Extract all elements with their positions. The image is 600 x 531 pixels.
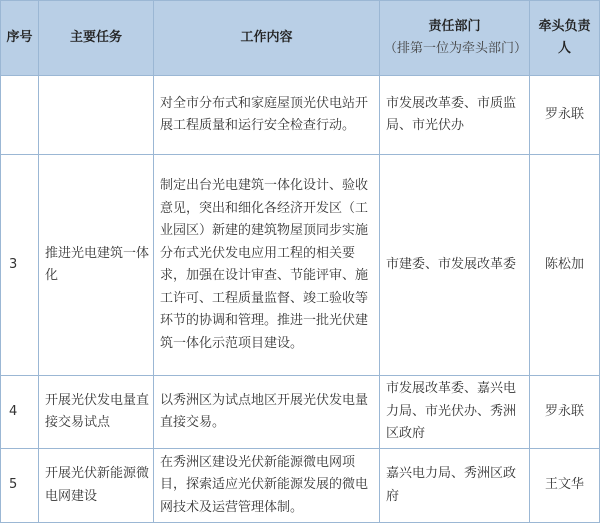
cell-dept: 市建委、市发展改革委	[380, 155, 530, 376]
header-dept	[380, 1, 530, 76]
cell-lead: 王文华	[530, 449, 600, 523]
cell-task: 开展光伏新能源微电网建设	[39, 449, 154, 523]
cell-content: 制定出台光电建筑一体化设计、验收意见，突出和细化各经济开发区（工业园区）新建的建筑物屋顶同步实施分布式光伏发电应用工程的相关要求，加强在设计审查、节能评审、施工许可、工程质量监督、竣工验收等环节的协调和管理。推进一批光伏建筑一体化示范项目建设。	[154, 155, 380, 376]
cell-content: 以秀洲区为试点地区开展光伏发电量直接交易。	[154, 376, 380, 449]
cell-lead: 陈松加	[530, 155, 600, 376]
cell-no: 4	[1, 376, 39, 449]
header-lead: 牵头负责人	[530, 1, 600, 76]
header-dept-title: 责任部门	[428, 18, 481, 34]
cell-dept: 市发展改革委、嘉兴电力局、市光伏办、秀洲区政府	[380, 376, 530, 449]
cell-task: 开展光伏发电量直接交易试点	[39, 376, 154, 449]
table-row	[1, 76, 600, 155]
cell-task: 推进光电建筑一体化	[39, 155, 154, 376]
cell-content: 对全市分布式和家庭屋顶光伏电站开展工程质量和运行安全检查行动。	[154, 76, 380, 155]
cell-lead: 罗永联	[530, 76, 600, 155]
header-content: 工作内容	[154, 1, 380, 76]
header-dept-note: （排第一位为牵头部门）	[384, 41, 528, 56]
cell-dept: 市发展改革委、市质监局、市光伏办	[380, 76, 530, 155]
header-task: 主要任务	[39, 1, 154, 76]
cell-no: 3	[1, 155, 39, 376]
cell-lead: 罗永联	[530, 376, 600, 449]
cell-dept: 嘉兴电力局、秀洲区政府	[380, 449, 530, 523]
cell-no	[1, 76, 39, 155]
header-row	[1, 1, 600, 76]
cell-no: 5	[1, 449, 39, 523]
table-row	[1, 155, 600, 376]
table-row	[1, 376, 600, 449]
header-no: 序号	[1, 1, 39, 76]
cell-task	[39, 76, 154, 155]
cell-content: 在秀洲区建设光伏新能源微电网项目，探索适应光伏新能源发展的微电网技术及运营管理体制。	[154, 449, 380, 523]
table-row	[1, 449, 600, 523]
